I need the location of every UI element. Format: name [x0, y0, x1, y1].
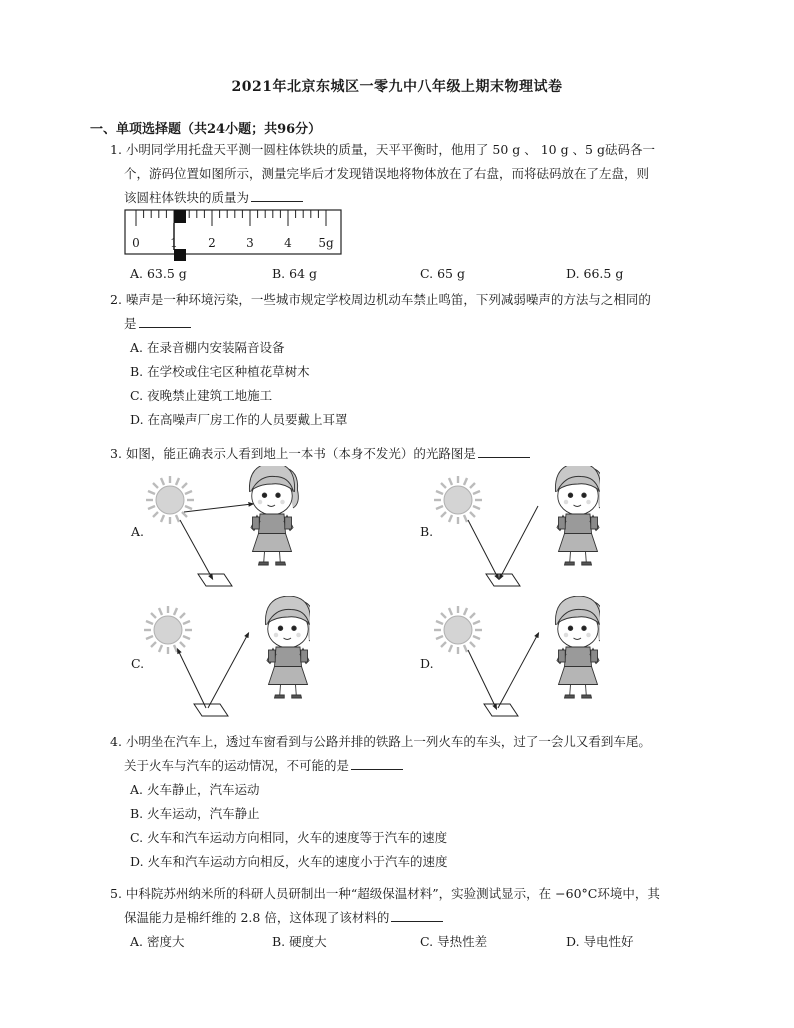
q5-option-b[interactable]: B. 硬度大: [272, 934, 327, 949]
q2-option-d[interactable]: D. 在高噪声厂房工作的人员要戴上耳罩: [130, 412, 348, 427]
q4-option-a[interactable]: A. 火车静止，汽车运动: [130, 782, 260, 797]
q3-option-b-diagram[interactable]: [430, 466, 600, 596]
q3-option-b-label[interactable]: B.: [420, 524, 434, 539]
ruler-label-5: 5g: [318, 236, 334, 250]
q2-option-c[interactable]: C. 夜晚禁止建筑工地施工: [130, 388, 273, 403]
q3-option-a-label[interactable]: A.: [131, 524, 145, 539]
ruler-label-3: 3: [246, 236, 254, 250]
rider-lower: [174, 249, 186, 261]
question-1-line-1: 1. 小明同学用托盘天平测一圆柱体铁块的质量，天平平衡时，他用了 50 g 、 10 g 、5 g砝码各一: [110, 142, 655, 157]
answer-blank: [251, 187, 303, 202]
question-4-line-2-text: 关于火车与汽车的运动情况，不可能的是: [124, 758, 350, 773]
question-3-line-1-text: 3. 如图，能正确表示人看到地上一本书（本身不发光）的光路图是: [110, 446, 476, 461]
question-3-line-1: [110, 442, 710, 466]
question-4-line-1: 4. 小明坐在汽车上，透过车窗看到与公路并排的铁路上一列火车的车头，过了一会儿又看到车尾。: [110, 734, 651, 749]
q5-option-d[interactable]: D. 导电性好: [566, 934, 634, 949]
q2-option-a[interactable]: A. 在录音棚内安装隔音设备: [130, 340, 285, 355]
page-title: 2021年北京东城区一零九中八年级上期末物理试卷: [231, 79, 563, 95]
section-heading: 一、单项选择题（共24小题；共96分）: [90, 122, 322, 137]
q1-option-b[interactable]: B. 64 g: [272, 266, 318, 281]
q4-option-b[interactable]: B. 火车运动，汽车静止: [130, 806, 260, 821]
q4-option-c[interactable]: C. 火车和汽车运动方向相同，火车的速度等于汽车的速度: [130, 830, 448, 845]
q3-option-c-label[interactable]: C.: [131, 656, 145, 671]
question-4-line-2: [110, 754, 710, 778]
q5-option-c[interactable]: C. 导热性差: [420, 934, 488, 949]
ruler-label-1: 1: [170, 236, 178, 250]
question-5-line-2: [110, 906, 710, 930]
q1-option-d[interactable]: D. 66.5 g: [566, 266, 624, 281]
q3-option-a-diagram[interactable]: [140, 466, 310, 596]
question-1-options: [110, 262, 710, 286]
question-2-line-1: 2. 噪声是一种环境污染，一些城市规定学校周边机动车禁止鸣笛，下列减弱噪声的方法与之相同的: [110, 292, 651, 307]
answer-blank: [478, 443, 530, 458]
question-2: [110, 288, 710, 432]
q5-option-a[interactable]: A. 密度大: [130, 934, 185, 949]
q1-option-c[interactable]: C. 65 g: [420, 266, 465, 281]
ruler-label-0: 0: [132, 236, 140, 250]
question-4: [110, 730, 710, 874]
q4-option-d[interactable]: D. 火车和汽车运动方向相反，火车的速度小于汽车的速度: [130, 854, 448, 869]
question-2-line-2: [110, 312, 710, 336]
question-5: [110, 882, 710, 954]
q1-option-a[interactable]: A. 63.5 g: [130, 266, 187, 281]
question-1-line-2: 个，游码位置如图所示，测量完毕后才发现错误地将物体放在了右盘，而将砝码放在了左盘，则: [124, 166, 650, 181]
rider-upper: [174, 210, 186, 223]
ruler-label-2: 2: [208, 236, 216, 250]
q3-option-c-diagram[interactable]: [140, 596, 310, 726]
question-5-line-1: 5. 中科院苏州纳米所的科研人员研制出一种“超级保温材料”，实验测试显示，在 −60°C环境中，其: [110, 886, 660, 901]
question-2-line-2-text: 是: [124, 316, 137, 331]
q3-option-d-diagram[interactable]: [430, 596, 600, 726]
question-1-line-3-text: 该圆柱体铁块的质量为: [124, 190, 250, 205]
q3-option-d-label[interactable]: D.: [420, 656, 434, 671]
q2-option-b[interactable]: B. 在学校或住宅区种植花草树木: [130, 364, 310, 379]
rider-ruler-figure: [124, 204, 344, 262]
question-1: [110, 138, 710, 210]
answer-blank: [351, 755, 403, 770]
question-3: [110, 442, 710, 466]
answer-blank: [391, 907, 443, 922]
ruler-label-4: 4: [284, 236, 292, 250]
question-5-line-2-text: 保温能力是棉纤维的 2.8 倍，这体现了该材料的: [124, 910, 390, 925]
answer-blank: [139, 313, 191, 328]
